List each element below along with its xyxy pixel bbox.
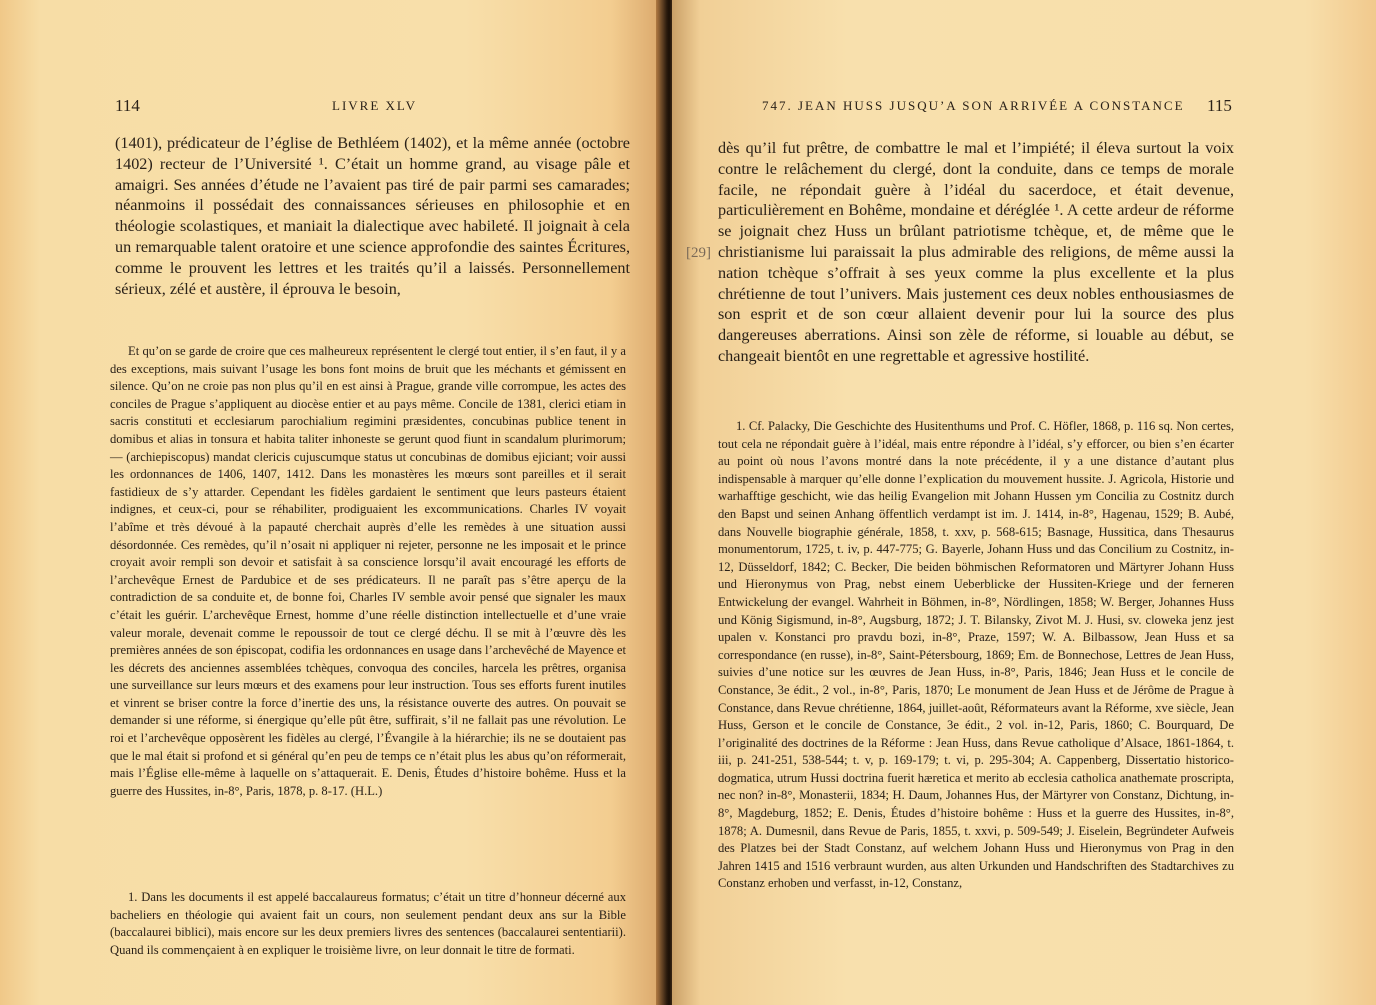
footnote-1 bbox=[110, 889, 626, 959]
main-text bbox=[115, 133, 630, 299]
running-head: 747. JEAN HUSS JUSQU’A SON ARRIVÉE A CONSTANCE bbox=[762, 98, 1185, 113]
page-number: 115 bbox=[1207, 96, 1232, 115]
footnote-paragraph: 1. Dans les documents il est appelé baccalaureus formatus; c’était un titre d’honneur décerné aux bacheliers en théologie qui avaient fait un cours, non seulement pendant deux ans sur la Bible (baccalaurei biblici), mais encore sur les deux premiers livres des sentences (baccalaurei sententiarii). Quand ils commençaient à en expliquer le troisième livre, on leur donnait le titre de formati. bbox=[110, 890, 626, 957]
main-text bbox=[718, 138, 1234, 367]
right-page bbox=[672, 0, 1376, 1005]
margin-reference: [29] bbox=[686, 245, 711, 261]
left-page bbox=[0, 0, 664, 1005]
footnote-paragraph: 1. Cf. Palacky, Die Geschichte des Husitenthums und Prof. C. Höfler, 1868, p. 116 sq. Non certes, tout cela ne répondait guère à l’idéal, mais entre répondre à l’idéal, s’y efforcer, ou bien s’en écarter au point où nous l’avons montré dans la note précédente, il y a une distance d’autant plus indispensable à marquer qu’elle donne l’explication du mouvement hussite. J. Agricola, Historie und warhafftige geschicht, wie das heilig Evangelion mit Johann Hussen ym Concilia zu Costnitz durch den Bapst und seinen Anhang öffentlich verdampt ist im. J. 1414, in-8°, Hagenau, 1529; B. Aubé, dans Nouvelle biographie générale, 1858, t. xxv, p. 568-615; Basnage, Hussitica, dans Thesaurus monumentorum, 1725, t. iv, p. 447-775; G. Bayerle, Johann Huss und das Concilium zu Costnitz, in-12, Düsseldorf, 1842; C. Becker, Die beiden böhmischen Reformatoren und Märtyrer Johann Huss und Hieronymus von Prag, nebst einem Ueberblicke der Hussiten-Kriege und der ferneren Entwickelung der evangel. Wahrheit in Böhmen, in-8°, Nördlingen, 1858; W. Berger, Johannes Huss und König Sigismund, in-8°, Augsburg, 1872; J. T. Bilansky, Zivot M. J. Husi, sv. cloweka jenz jest upalen v. Konstanci pro pravdu bozi, in-8°, Praze, 1597; W. A. Bilbassow, Jean Huss et sa correspondance (en russe), in-8°, Saint-Pétersbourg, 1869; Em. de Bonnechose, Lettres de Jean Huss, suivies d’une notice sur les œuvres de Jean Huss, in-8°, Paris, 1846; Jean Huss et le concile de Constance, 3e édit., 2 vol., in-8°, Paris, 1870; Le monument de Jean Huss et de Jérôme de Prague à Constance, dans Revue chrétienne, 1864, juillet-août, Réformateurs avant la Réforme, xve siècle, Jean Huss, Gerson et le concile de Constance, 3e édit., 2 vol. in-12, Paris, 1860; C. Bourquard, De l’originalité des doctrines de la Réforme : Jean Huss, dans Revue catholique d’Alsace, 1861-1864, t. iii, p. 241-251, 538-544; t. v, p. 169-179; t. vi, p. 295-304; A. Cappenberg, Dissertatio historico-dogmatica, utrum Hussi doctrina fuerit hæretica et merito ab ecclesia catholica anathemate proscripta, nec non? in-8°, Monasterii, 1834; H. Daum, Johannes Hus, der Märtyrer von Constanz, Dichtung, in-8°, Magdeburg, 1852; E. Denis, Études d’histoire bohême : Huss et la guerre des Hussites, in-8°, 1878; A. Dumesnil, dans Revue de Paris, 1855, t. xxvi, p. 509-549; J. Eiselein, Begründeter Aufweis des Platzes bei der Stadt Constanz, auf welchem Johann Huss und Hieronymus von Prag in den Jahren 1415 and 1516 verbraunt wurden, aus alten Urkunden und Handschriften des Stadtarchives zu Constanz erhoben und verfasst, in-12, Constanz, bbox=[718, 419, 1234, 891]
page-number: 114 bbox=[115, 96, 140, 115]
body-paragraph: (1401), prédicateur de l’église de Bethléem (1402), et la même année (octobre 1402) recteur de l’Université ¹. C’était un homme grand, au visage pâle et amaigri. Ses années d’étude ne l’avaient pas tiré de pair parmi ses camarades; néanmoins il possédait des connaissances sérieuses en philosophie et en théologie scolastiques, et maniait la dialectique avec habileté. Il joignait à cela un remarquable talent oratoire et une science approfondie des saintes Écritures, comme le prouvent les lettres et les traités qu’il a laissés. Personnellement sérieux, zélé et austère, il éprouva le besoin, bbox=[115, 134, 630, 298]
running-head: LIVRE XLV bbox=[332, 98, 418, 113]
footnote-paragraph: Et qu’on se garde de croire que ces malheureux représentent le clergé tout entier, il s’en faut, il y a des exceptions, mais suivant l’usage les bons font moins de bruit que les méchants et gémissent en silence. Qu’on ne croie pas non plus qu’il en est ainsi à Prague, grande ville corrompue, les actes des conciles de Prague s’appliquent au diocèse entier et au pays même. Concile de 1381, clerici etiam in sacris constituti et ecclesiarum parochialium regimini præsidentes, concubinas publice tenent in domibus et alias in tonsura et habita taliter inhoneste se gerunt quod fiunt in scandalum plurimorum; — (archiepiscopus) mandat clericis cujuscumque status ut concubinas de domibus ejiciant; voir aussi les ordonnances de 1406, 1407, 1412. Dans les monastères les mœurs sont pareilles et il serait fastidieux de s’y attarder. Cependant les fidèles gardaient le sentiment que leurs pasteurs étaient indignes, et ceux-ci, pour se réhabiliter, prodiguaient les excommunications. Charles IV voyait l’abîme et très dévoué à la papauté cherchait auprès d’elle les remèdes à une situation aussi désordonnée. Ces remèdes, qu’il n’osait ni appliquer ni rejeter, personne ne les imposait et le prince croyait avoir rempli son devoir et satisfait à sa conscience lorsqu’il avait encouragé les efforts de l’archevêque Ernest de Pardubice et de ses prédicateurs. Il ne paraît pas s’être aperçu de la contradiction de sa conduite et, de bonne foi, Charles IV semble avoir pensé que signaler les maux c’était les guérir. L’archevêque Ernest, homme d’une réelle distinction intellectuelle et d’une vraie valeur morale, devenait comme le repoussoir de tout ce clergé déchu. Il se mit à l’œuvre dès les premières années de son épiscopat, codifia les ordonnances en usage dans l’archevêché de Mayence et les décrets des anciennes assemblées tchèques, convoqua des conciles, harcela les prêtres, organisa une surveillance sur leurs mœurs et des examens pour leur instruction. Tous ses efforts furent inutiles et vinrent se briser contre la force d’inertie des uns, la résistance ouverte des autres. On pouvait se demander si une réforme, si énergique qu’elle pût être, suffirait, s’il ne fallait pas une révolution. Le roi et l’archevêque opposèrent les fidèles au clergé, l’Évangile à la hiérarchie; ils ne se doutaient pas que le mal était si profond et si général qu’en peu de temps ce n’était plus les abus qu’on réformerait, mais l’Église elle-même à laquelle on s’attaquerait. E. Denis, Études d’histoire bohême. Huss et la guerre des Hussites, in-8°, Paris, 1878, p. 8-17. (H.L.) bbox=[110, 344, 626, 798]
body-paragraph: dès qu’il fut prêtre, de combattre le mal et l’impiété; il éleva surtout la voix contre le relâchement du clergé, dont la conduite, dans ce temps de morale facile, ne répondait guère à l’idéal du sacerdoce, et était devenue, particulièrement en Bohême, mondaine et déréglée ¹. A cette ardeur de réforme se joignait chez Huss un brûlant patriotisme tchèque, et, de même que le christianisme lui paraissait la plus admirable des religions, de même aussi la nation tchèque s’offrait à ses yeux comme la plus excellente et la plus chrétienne de tout l’univers. Mais justement ces deux nobles enthousiasmes de son esprit et de son cœur allaient devenir pour lui la source des plus dangereuses aberrations. Ainsi son zèle de réforme, si louable au début, se changeait bientôt en une regrettable et agressive hostilité. bbox=[718, 139, 1234, 365]
footnote-1 bbox=[718, 418, 1234, 893]
footnote-continued bbox=[110, 343, 626, 800]
